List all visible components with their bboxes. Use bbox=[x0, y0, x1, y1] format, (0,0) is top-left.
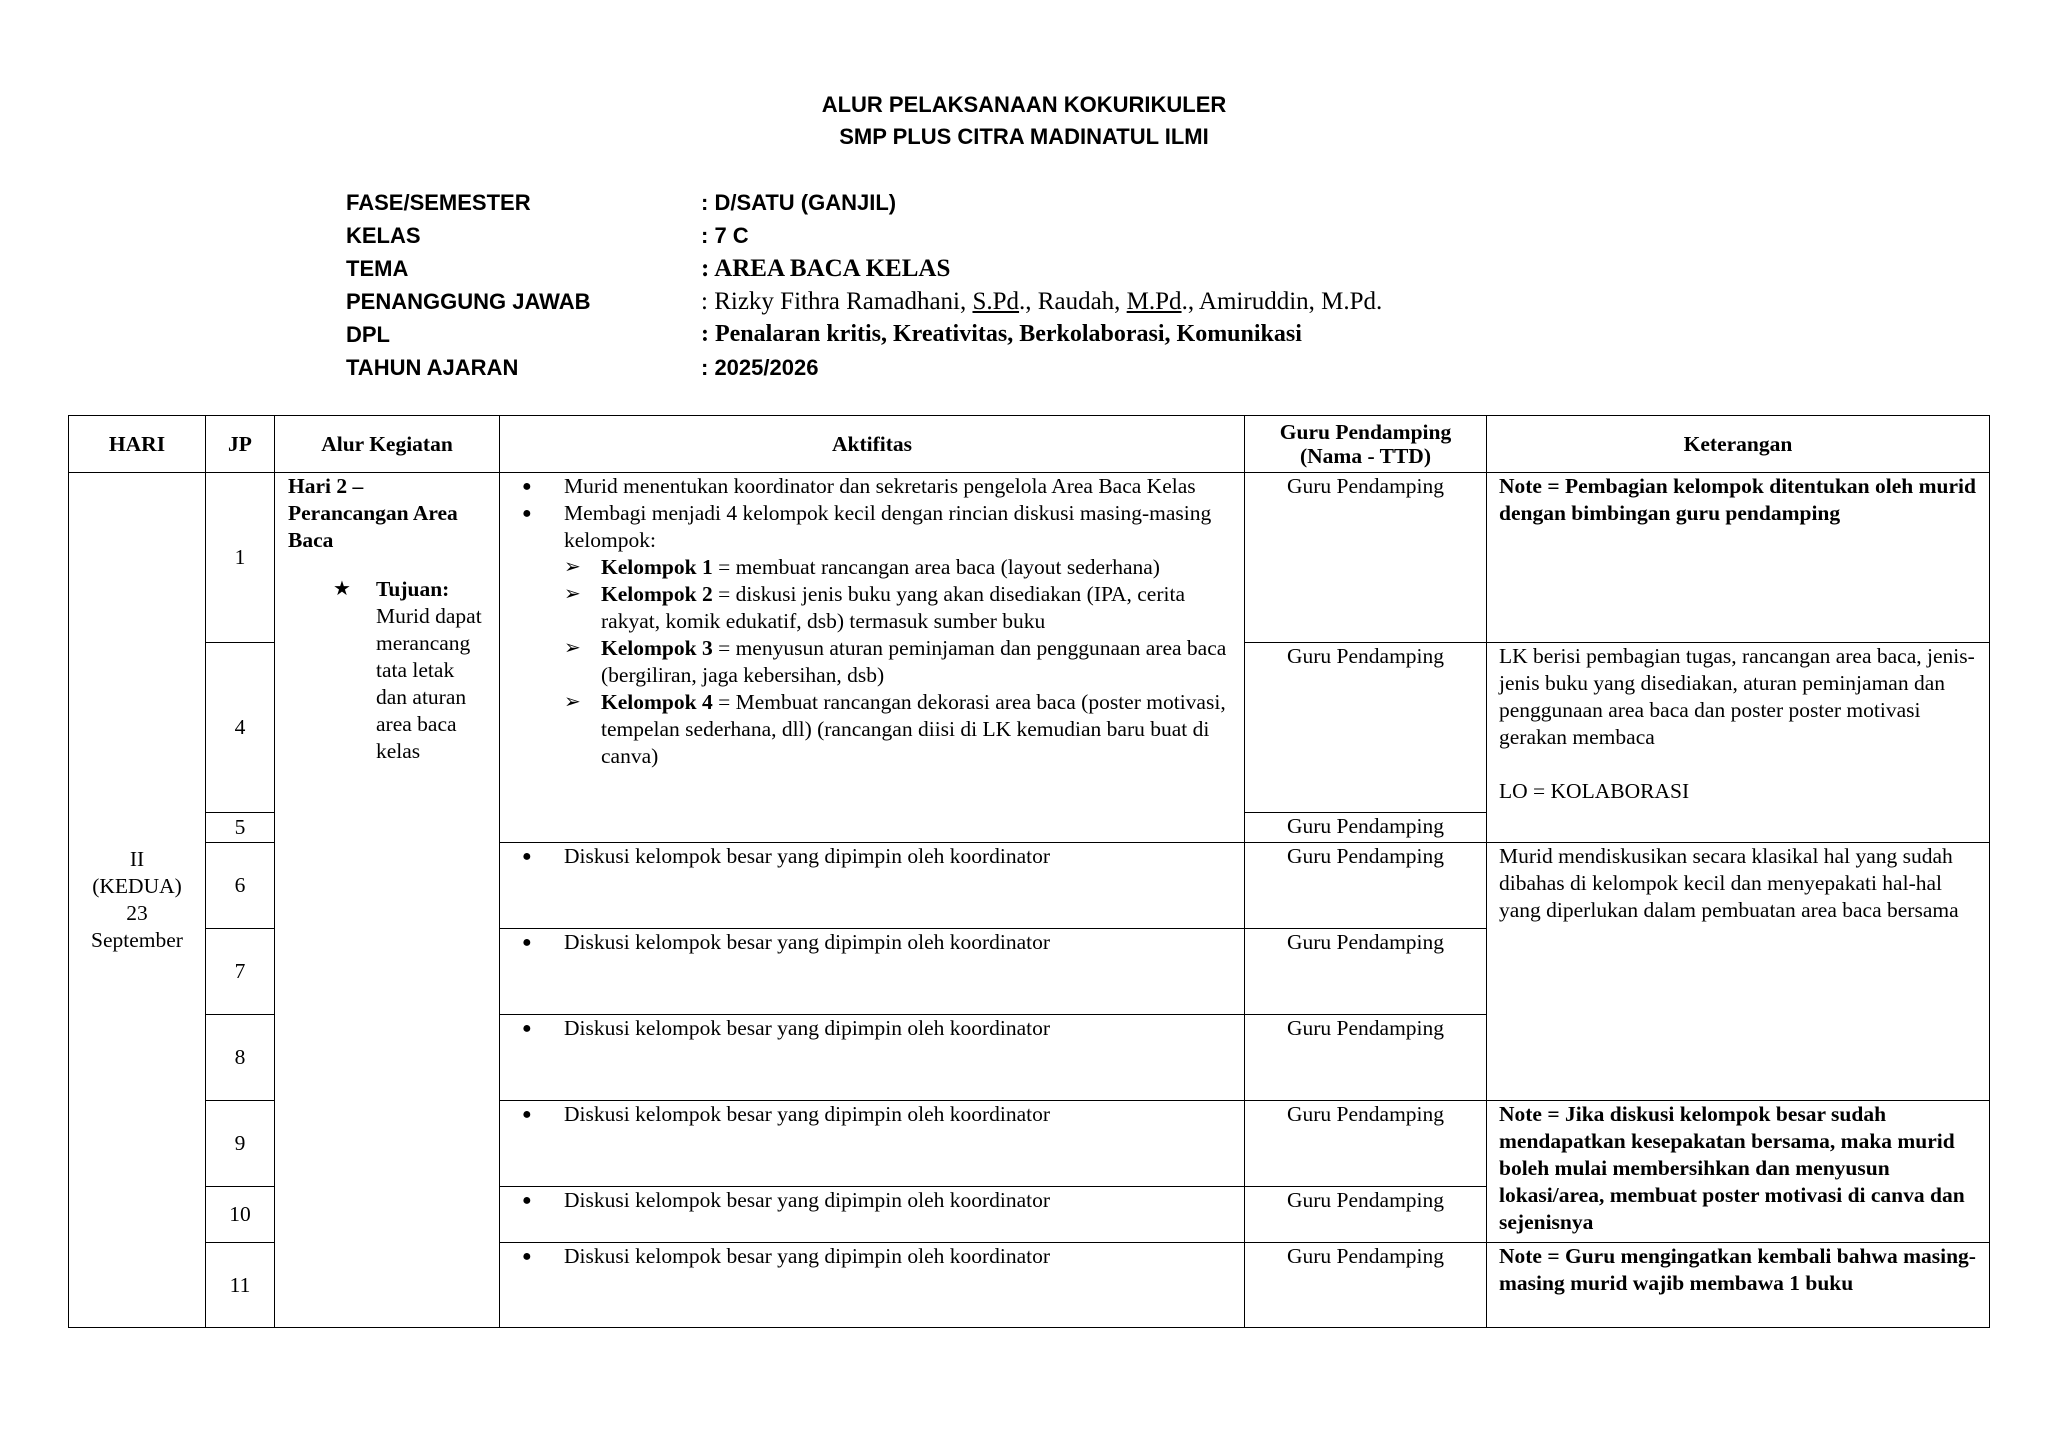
header-guru-line: Guru Pendamping bbox=[1279, 420, 1452, 444]
guru-cell: Guru Pendamping bbox=[1245, 1101, 1487, 1187]
header-keterangan: Keterangan bbox=[1487, 416, 1990, 473]
aktifitas-list bbox=[518, 1101, 1234, 1128]
alur-cell bbox=[275, 473, 500, 1328]
meta-value-part: ., Raudah, bbox=[1019, 287, 1127, 315]
aktifitas-cell bbox=[500, 1243, 1245, 1328]
guru-cell: Guru Pendamping bbox=[1245, 1243, 1487, 1328]
tujuan-label: Tujuan: bbox=[376, 577, 450, 601]
aktifitas-list bbox=[518, 843, 1234, 870]
meta-label: DPL bbox=[346, 321, 390, 347]
meta-block bbox=[346, 186, 1382, 384]
star-icon: ★ bbox=[333, 578, 351, 600]
meta-label: KELAS bbox=[346, 222, 421, 248]
arrow-icon: ➢ bbox=[564, 583, 581, 605]
meta-value-part: : Rizky Fithra Ramadhani, bbox=[701, 287, 973, 315]
activity-table bbox=[68, 415, 1990, 1328]
arrow-icon: ➢ bbox=[564, 691, 581, 713]
aktifitas-item: ● Diskusi kelompok besar yang dipimpin oleh koordinator bbox=[518, 1243, 1234, 1270]
aktifitas-item: ● Diskusi kelompok besar yang dipimpin oleh koordinator bbox=[518, 843, 1234, 870]
aktifitas-list bbox=[518, 929, 1234, 956]
aktifitas-item: ● Murid menentukan koordinator dan sekretaris pengelola Area Baca Kelas bbox=[518, 473, 1234, 500]
aktifitas-list bbox=[518, 1243, 1234, 1270]
table-row bbox=[69, 473, 1990, 643]
meta-value-part: ., Amiruddin, M.Pd. bbox=[1181, 287, 1383, 315]
meta-value: : AREA BACA KELAS bbox=[701, 254, 951, 282]
aktifitas-cell bbox=[500, 843, 1245, 929]
guru-cell: Guru Pendamping bbox=[1245, 929, 1487, 1015]
meta-label: PENANGGUNG JAWAB bbox=[346, 288, 591, 314]
jp-cell: 4 bbox=[206, 643, 275, 813]
meta-value bbox=[701, 288, 1382, 316]
kelompok-text: = Membuat rancangan dekorasi area baca (poster motivasi, tempelan sederhana, dll) (rancangan diisi di LK kemudian baru buat di canva) bbox=[601, 690, 1226, 768]
jp-cell: 5 bbox=[206, 813, 275, 843]
hari-line: II bbox=[129, 847, 145, 871]
guru-cell: Guru Pendamping bbox=[1245, 1187, 1487, 1243]
document-title: ALUR PELAKSANAAN KOKURIKULER bbox=[821, 92, 1227, 117]
jp-cell: 7 bbox=[206, 929, 275, 1015]
guru-cell: Guru Pendamping bbox=[1245, 1015, 1487, 1101]
meta-label: TEMA bbox=[346, 255, 409, 281]
aktifitas-item: ● Diskusi kelompok besar yang dipimpin oleh koordinator bbox=[518, 1101, 1234, 1128]
aktifitas-cell bbox=[500, 1187, 1245, 1243]
arrow-icon: ➢ bbox=[564, 637, 581, 659]
meta-row-kelas bbox=[346, 219, 1382, 252]
kelompok-label: Kelompok 2 bbox=[601, 582, 713, 606]
header-hari: HARI bbox=[69, 416, 206, 473]
aktifitas-list bbox=[518, 1187, 1234, 1214]
aktifitas-item: ● Diskusi kelompok besar yang dipimpin oleh koordinator bbox=[518, 1015, 1234, 1042]
kelompok-list bbox=[564, 554, 1234, 770]
keterangan-cell bbox=[1487, 643, 1990, 843]
arrow-icon: ➢ bbox=[564, 556, 581, 578]
aktifitas-item-text: Membagi menjadi 4 kelompok kecil dengan rincian diskusi masing-masing kelompok: bbox=[564, 501, 1212, 552]
keterangan-cell: Note = Jika diskusi kelompok besar sudah mendapatkan kesepakatan bersama, maka murid boleh mulai membersihkan dan menyusun lokasi/area, membuat poster motivasi di canva dan sejenisnya bbox=[1487, 1101, 1990, 1243]
jp-cell: 11 bbox=[206, 1243, 275, 1328]
header-alur: Alur Kegiatan bbox=[275, 416, 500, 473]
aktifitas-cell bbox=[500, 1015, 1245, 1101]
kelompok-item bbox=[564, 581, 1234, 635]
keterangan-cell: Note = Pembagian kelompok ditentukan oleh murid dengan bimbingan guru pendamping bbox=[1487, 473, 1990, 643]
keterangan-lo: LO = KOLABORASI bbox=[1499, 779, 1690, 803]
meta-row-fase bbox=[346, 186, 1382, 219]
meta-value: : 2025/2026 bbox=[701, 354, 819, 380]
meta-value: : 7 C bbox=[701, 222, 749, 248]
aktifitas-item bbox=[518, 500, 1234, 770]
meta-value: : D/SATU (GANJIL) bbox=[701, 189, 897, 215]
jp-cell: 1 bbox=[206, 473, 275, 643]
meta-row-penanggung-jawab bbox=[346, 285, 1382, 318]
meta-row-dpl bbox=[346, 318, 1382, 351]
alur-title: Hari 2 – Perancangan Area Baca bbox=[288, 474, 458, 552]
hari-line: September bbox=[91, 928, 183, 952]
meta-row-tema bbox=[346, 252, 1382, 285]
guru-cell: Guru Pendamping bbox=[1245, 473, 1487, 643]
keterangan-cell: Note = Guru mengingatkan kembali bahwa masing-masing murid wajib membawa 1 buku bbox=[1487, 1243, 1990, 1328]
tujuan-block bbox=[288, 576, 489, 765]
kelompok-label: Kelompok 3 bbox=[601, 636, 713, 660]
guru-cell: Guru Pendamping bbox=[1245, 843, 1487, 929]
kelompok-text: = menyusun aturan peminjaman dan penggunaan area baca (bergiliran, jaga kebersihan, dsb) bbox=[601, 636, 1227, 687]
keterangan-text: LK berisi pembagian tugas, rancangan area baca, jenis-jenis buku yang disediakan, aturan peminjaman dan penggunaan area baca dan poster poster motivasi gerakan membaca bbox=[1499, 644, 1975, 749]
kelompok-label: Kelompok 1 bbox=[601, 555, 713, 579]
meta-row-tahun-ajaran bbox=[346, 351, 1382, 384]
aktifitas-cell bbox=[500, 1101, 1245, 1187]
hari-cell bbox=[69, 473, 206, 1328]
jp-cell: 10 bbox=[206, 1187, 275, 1243]
hari-line: (KEDUA) bbox=[92, 874, 182, 898]
guru-cell: Guru Pendamping bbox=[1245, 813, 1487, 843]
meta-label: TAHUN AJARAN bbox=[346, 354, 519, 380]
kelompok-item bbox=[564, 635, 1234, 689]
kelompok-text: = membuat rancangan area baca (layout sederhana) bbox=[712, 555, 1160, 579]
aktifitas-item: ● Diskusi kelompok besar yang dipimpin oleh koordinator bbox=[518, 1187, 1234, 1214]
meta-label: FASE/SEMESTER bbox=[346, 189, 531, 215]
aktifitas-item: ● Diskusi kelompok besar yang dipimpin oleh koordinator bbox=[518, 929, 1234, 956]
kelompok-item bbox=[564, 554, 1234, 581]
jp-cell: 8 bbox=[206, 1015, 275, 1101]
guru-cell: Guru Pendamping bbox=[1245, 643, 1487, 813]
jp-cell: 6 bbox=[206, 843, 275, 929]
aktifitas-cell bbox=[500, 929, 1245, 1015]
meta-value-part: S.Pd bbox=[972, 287, 1020, 315]
aktifitas-list bbox=[518, 1015, 1234, 1042]
header-aktifitas: Aktifitas bbox=[500, 416, 1245, 473]
meta-value: : Penalaran kritis, Kreativitas, Berkolaborasi, Komunikasi bbox=[701, 321, 1302, 347]
table-header-row bbox=[69, 416, 1990, 473]
meta-value-part: M.Pd bbox=[1126, 287, 1182, 315]
school-name: SMP PLUS CITRA MADINATUL ILMI bbox=[839, 124, 1209, 149]
header-guru bbox=[1245, 416, 1487, 473]
aktifitas-list bbox=[518, 473, 1234, 770]
hari-line: 23 bbox=[126, 901, 148, 925]
header-jp: JP bbox=[206, 416, 275, 473]
header-guru-line: (Nama - TTD) bbox=[1300, 444, 1431, 468]
tujuan-text: Murid dapat merancang tata letak dan aturan area baca kelas bbox=[376, 604, 482, 763]
jp-cell: 9 bbox=[206, 1101, 275, 1187]
kelompok-text: = diskusi jenis buku yang akan disediakan (IPA, cerita rakyat, komik edukatif, dsb) termasuk sumber buku bbox=[601, 582, 1185, 633]
aktifitas-cell-main bbox=[500, 473, 1245, 843]
keterangan-cell: Murid mendiskusikan secara klasikal hal yang sudah dibahas di kelompok kecil dan menyepakati hal-hal yang diperlukan dalam pembuatan area baca bersama bbox=[1487, 843, 1990, 1101]
kelompok-item bbox=[564, 689, 1234, 770]
kelompok-label: Kelompok 4 bbox=[601, 690, 713, 714]
